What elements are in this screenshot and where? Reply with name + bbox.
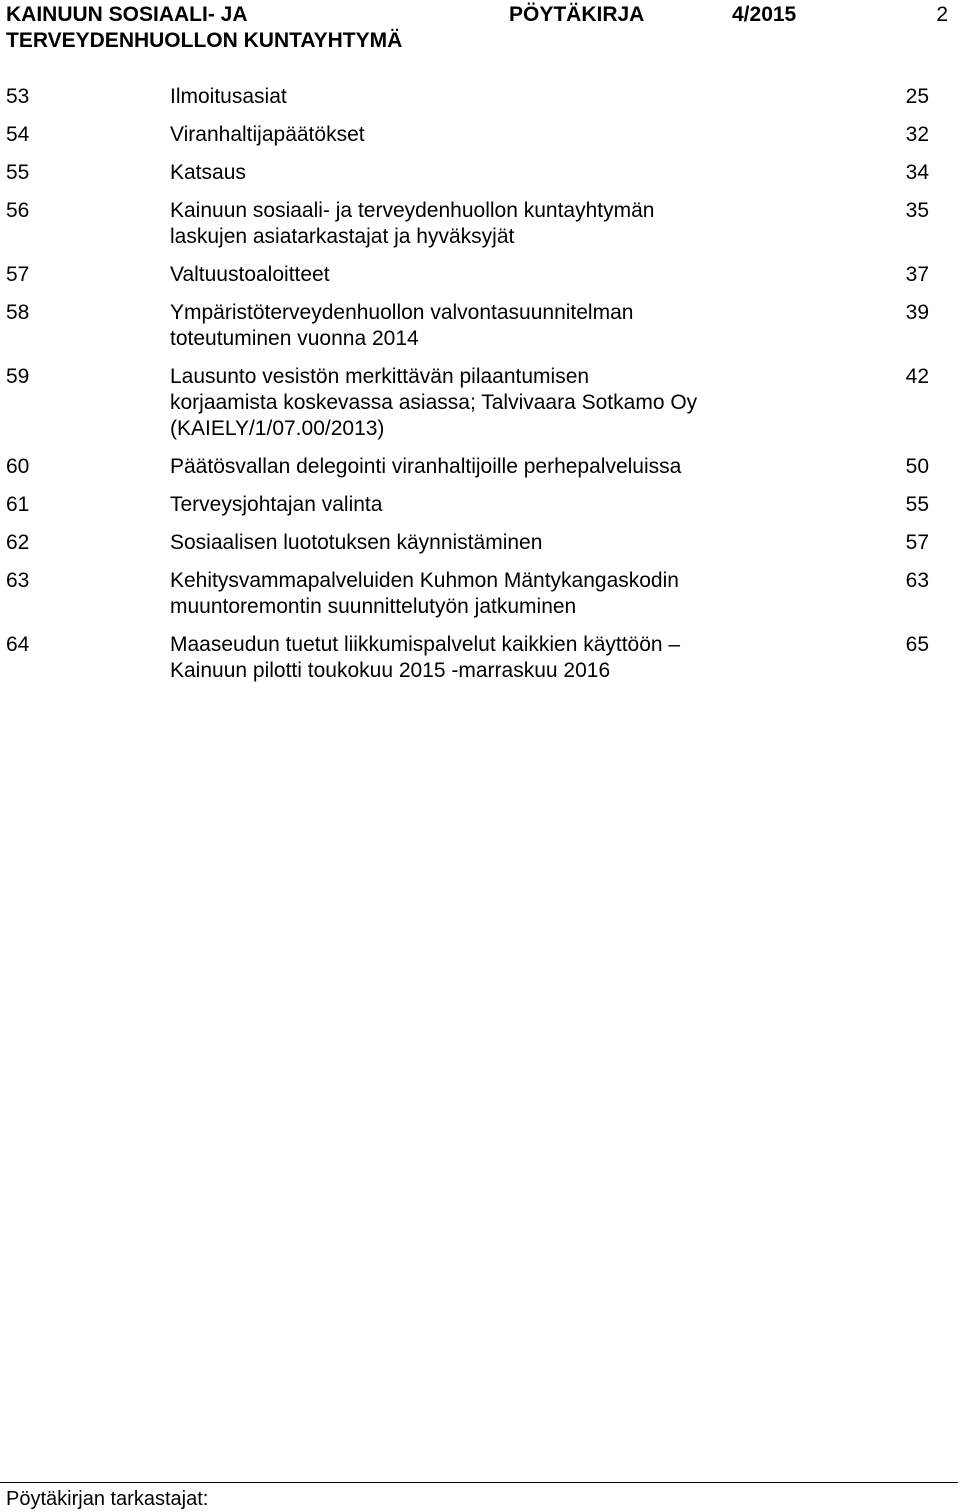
organization-name: KAINUUN SOSIAALI- JA TERVEYDENHUOLLON KUNTAYHTYMÄ xyxy=(6,3,403,52)
toc-item-page: 34 xyxy=(905,161,929,184)
toc-item-title: Maaseudun tuetut liikkumispalvelut kaikkien käyttöön – Kainuun pilotti toukokuu 2015 -marraskuu 2016 xyxy=(170,633,681,682)
toc-row xyxy=(0,262,960,288)
toc-row xyxy=(0,84,960,110)
toc-row xyxy=(0,300,960,352)
toc-item-number: 55 xyxy=(6,161,30,184)
toc-item-number: 61 xyxy=(6,493,30,516)
toc-item-page: 37 xyxy=(905,263,929,286)
toc-item-page: 65 xyxy=(905,633,929,656)
footer-reviewers-label: Pöytäkirjan tarkastajat: xyxy=(6,1488,209,1510)
toc-item-title: Terveysjohtajan valinta xyxy=(170,493,383,516)
page-number: 2 xyxy=(936,3,948,26)
toc-item-page: 55 xyxy=(905,493,929,516)
toc-item-page: 32 xyxy=(905,123,929,146)
toc-row xyxy=(0,198,960,250)
toc-row xyxy=(0,122,960,148)
toc-item-title: Kainuun sosiaali- ja terveydenhuollon kuntayhtymän laskujen asiatarkastajat ja hyväksyjät xyxy=(170,199,655,248)
toc-item-number: 57 xyxy=(6,263,30,286)
toc-item-number: 63 xyxy=(6,569,30,592)
document-number: 4/2015 xyxy=(732,3,797,26)
toc-item-page: 25 xyxy=(905,85,929,108)
toc-row xyxy=(0,530,960,556)
toc-item-title: Valtuustoaloitteet xyxy=(170,263,330,286)
toc-row xyxy=(0,568,960,620)
toc-item-page: 57 xyxy=(905,531,929,554)
toc-row xyxy=(0,492,960,518)
toc-item-page: 63 xyxy=(905,569,929,592)
toc-row xyxy=(0,160,960,186)
toc-item-page: 39 xyxy=(905,301,929,324)
page-header xyxy=(0,0,960,60)
toc-item-number: 58 xyxy=(6,301,30,324)
toc-item-title: Ilmoitusasiat xyxy=(170,85,287,108)
document-type: PÖYTÄKIRJA xyxy=(509,3,645,26)
toc-item-title: Lausunto vesistön merkittävän pilaantumisen korjaamista koskevassa asiassa; Talvivaara Sotkamo Oy (KAIELY/1/07.00/2013) xyxy=(170,365,698,440)
toc-item-title: Sosiaalisen luototuksen käynnistäminen xyxy=(170,531,543,554)
toc-item-title: Katsaus xyxy=(170,161,246,184)
toc-item-number: 56 xyxy=(6,199,30,222)
toc-item-number: 60 xyxy=(6,455,30,478)
toc-item-page: 35 xyxy=(905,199,929,222)
toc-item-title: Kehitysvammapalveluiden Kuhmon Mäntykangaskodin muuntoremontin suunnittelutyön jatkuminen xyxy=(170,569,679,618)
toc-item-page: 42 xyxy=(905,365,929,388)
toc-row xyxy=(0,632,960,684)
toc-item-number: 53 xyxy=(6,85,30,108)
toc-item-page: 50 xyxy=(905,455,929,478)
toc-row xyxy=(0,454,960,480)
toc-item-number: 59 xyxy=(6,365,30,388)
toc-item-title: Ympäristöterveydenhuollon valvontasuunnitelman toteutuminen vuonna 2014 xyxy=(170,301,634,350)
toc-item-number: 64 xyxy=(6,633,30,656)
toc-item-number: 62 xyxy=(6,531,30,554)
toc-item-title: Päätösvallan delegointi viranhaltijoille perhepalveluissa xyxy=(170,455,682,478)
toc-row xyxy=(0,364,960,442)
footer-divider xyxy=(0,1482,958,1483)
table-of-contents xyxy=(0,84,960,696)
toc-item-number: 54 xyxy=(6,123,30,146)
toc-item-title: Viranhaltijapäätökset xyxy=(170,123,365,146)
